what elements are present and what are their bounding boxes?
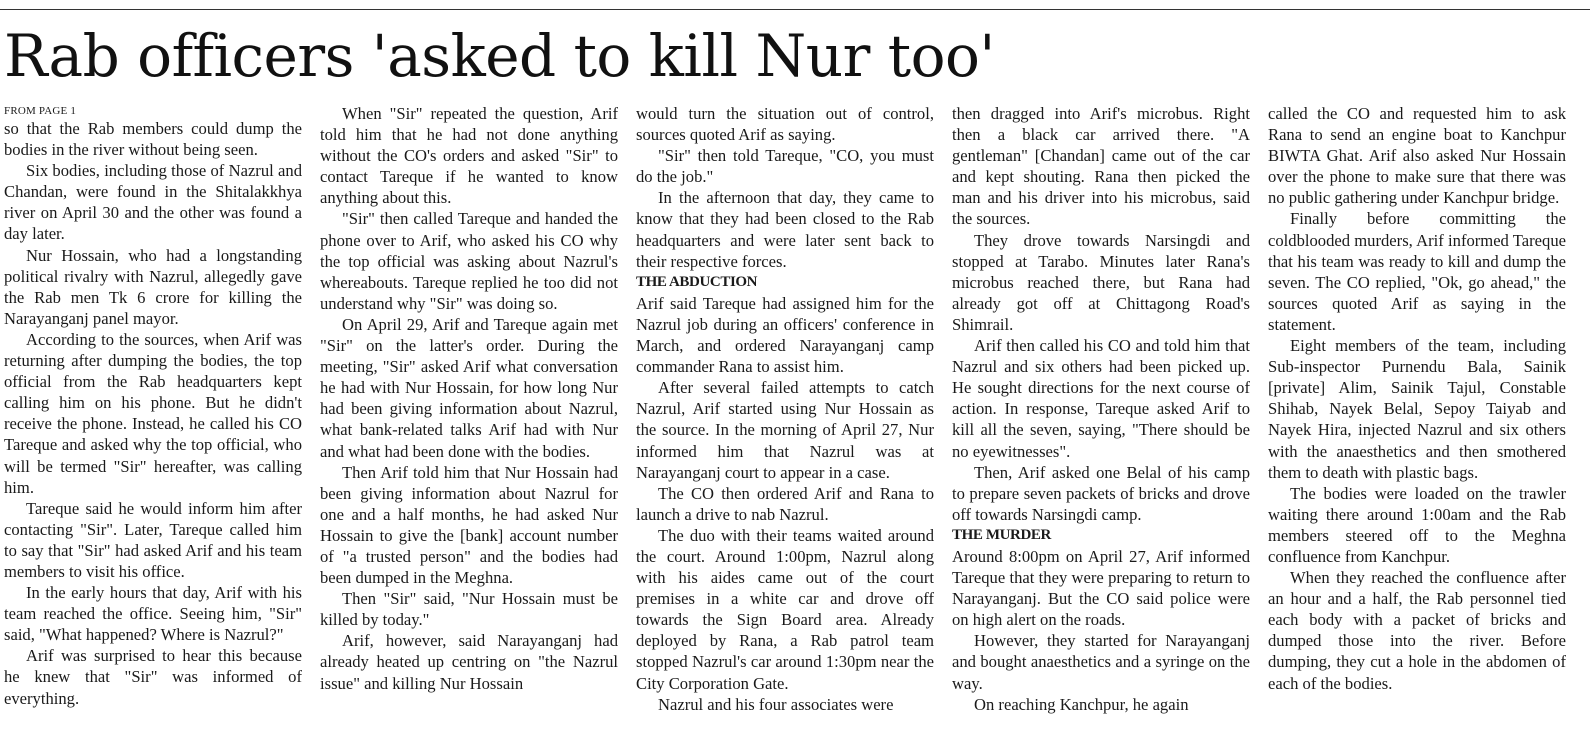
subhead-abduction: THE ABDUCTION [636, 273, 758, 290]
article-body [0, 103, 1590, 751]
paragraph: would turn the situation out of control, sources quoted Arif as saying. [636, 104, 934, 145]
paragraph: On reaching Kanchpur, he again [974, 694, 1189, 714]
paragraph: "Sir" then called Tareque and handed the phone over to Arif, who asked his CO why the top official was asking about Nazrul's whereabouts. Tareque replied he too did not understand why "Sir" was doing so. [320, 209, 618, 313]
headline: Rab officers 'asked to kill Nur too' [4, 22, 995, 90]
paragraph: However, they started for Narayanganj and bought anaesthetics and a syringe on the way. [952, 631, 1250, 693]
paragraph: The duo with their teams waited around the court. Around 1:00pm, Nazrul along with his aides came out of the court premises in a white car and drove off towards the Sign Board area. Already deployed by Rana, a Rab patrol team stopped Nazrul's car around 1:30pm near the City Corporation Gate. [636, 525, 934, 693]
paragraph: According to the sources, when Arif was returning after dumping the bodies, the top official from the Rab headquarters kept calling him on his phone. But he didn't receive the phone. Instead, he called his CO Tareque and asked why the top official, who will be termed "Sir" hereafter, was calling him. [4, 329, 302, 497]
column-5 [1268, 103, 1566, 751]
paragraph: When they reached the confluence after an hour and a half, the Rab personnel tied each body with a packet of bricks and dumped those into the river. Before dumping, they cut a hole in the abdomen of each of the bodies. [1268, 568, 1566, 693]
paragraph: Arif said Tareque had assigned him for the Nazrul job during an officers' conference in March, and ordered Narayanganj camp commander Rana to assist him. [636, 293, 934, 377]
paragraph: Nur Hossain, who had a longstanding political rivalry with Nazrul, allegedly gave the Rab men Tk 6 crore for killing the Narayanganj panel mayor. [4, 245, 302, 328]
paragraph: On April 29, Arif and Tareque again met "Sir" on the latter's order. During the meeting, "Sir" asked Arif what conversation he had with Nur Hossain, for how long Nur had been giving information about Nazrul, what bank-related talks Arif had with Nur and what had been done with the bodies. [320, 314, 618, 461]
paragraph: Arif, however, said Narayanganj had already heated up centring on "the Nazrul issue" and killing Nur Hossain [320, 631, 618, 693]
paragraph: Then, Arif asked one Belal of his camp to prepare seven packets of bricks and drove off towards Narsingdi camp. [952, 462, 1250, 524]
column-3 [636, 103, 934, 751]
paragraph: The CO then ordered Arif and Rana to launch a drive to nab Nazrul. [636, 483, 934, 524]
paragraph: The bodies were loaded on the trawler waiting there around 1:00am and the Rab members steered off to the Meghna confluence from Kanchpur. [1268, 483, 1566, 566]
paragraph: Around 8:00pm on April 27, Arif informed Tareque that they were preparing to return to Narayanganj. But the CO said police were on high alert on the roads. [952, 546, 1250, 630]
paragraph: Finally before committing the coldblooded murders, Arif informed Tareque that his team was ready to kill and dump the seven. The CO replied, "Ok, go ahead," the sources quoted Arif as saying in the statement. [1268, 209, 1566, 334]
paragraph: Nazrul and his four associates were [658, 694, 894, 714]
paragraph: Six bodies, including those of Nazrul and Chandan, were found in the Shitalakkhya river on April 30 and the other was found a day later. [4, 161, 302, 244]
paragraph: Tareque said he would inform him after contacting "Sir". Later, Tareque called him to say that "Sir" had asked Arif and his team members to visit his office. [4, 498, 302, 581]
paragraph: In the afternoon that day, they came to know that they had been closed to the Rab headquarters and were later sent back to their respective forces. [636, 188, 934, 271]
paragraph: so that the Rab members could dump the bodies in the river without being seen. [4, 119, 302, 160]
paragraph: called the CO and requested him to ask Rana to send an engine boat to Kanchpur BIWTA Ghat. Arif also asked Nur Hossain over the phone to make sure that there was no public gathering under Kanchpur bridge. [1268, 104, 1566, 208]
paragraph: In the early hours that day, Arif with his team reached the office. Seeing him, "Sir" said, "What happened? Where is Nazrul?" [4, 583, 302, 645]
paragraph: Arif was surprised to hear this because he knew that "Sir" was informed of everything. [4, 646, 302, 708]
paragraph: After several failed attempts to catch Nazrul, Arif started using Nur Hossain as the source. In the morning of April 27, Nur informed him that Nazrul was at Narayanganj court to appear in a case. [636, 378, 934, 482]
paragraph: "Sir" then told Tareque, "CO, you must do the job." [636, 146, 934, 187]
column-1 [4, 103, 302, 751]
paragraph: Arif then called his CO and told him that Nazrul and six others had been picked up. He sought directions for the next course of action. In response, Tareque asked Arif to kill all the seven, saying, "There should be no eyewitnesses". [952, 336, 1250, 461]
column-4 [952, 103, 1250, 751]
column-2 [320, 103, 618, 751]
jump-label: FROM PAGE 1 [4, 105, 77, 117]
paragraph: then dragged into Arif's microbus. Right then a black car arrived there. "A gentleman" [Chandan] came out of the car and kept shouting. Rana then picked the man and his driver into his microbus, said the sources. [952, 104, 1250, 229]
paragraph: Eight members of the team, including Sub-inspector Purnendu Bala, Sainik [private] Alim, Sainik Tajul, Constable Shihab, Nayek Belal, Sepoy Taiyab and Nayek Hira, injected Nazrul and six others with the anaesthetics and then smothered them to death with plastic bags. [1268, 336, 1566, 482]
paragraph: They drove towards Narsingdi and stopped at Tarabo. Minutes later Rana's microbus reached there, but Rana had already got off at Chittagong Road's Shimrail. [952, 230, 1250, 334]
paragraph: Then "Sir" said, "Nur Hossain must be killed by today." [320, 589, 618, 630]
subhead-murder: THE MURDER [952, 526, 1051, 543]
top-rule [0, 9, 1590, 10]
paragraph: When "Sir" repeated the question, Arif told him that he had not done anything without the CO's orders and asked "Sir" to contact Tareque if he wanted to know anything about this. [320, 104, 618, 208]
paragraph: Then Arif told him that Nur Hossain had been giving information about Nazrul for one and a half months, he had asked Nur Hossain to give the [bank] account number of "a trusted person" and the bodies had been dumped in the Meghna. [320, 462, 618, 588]
